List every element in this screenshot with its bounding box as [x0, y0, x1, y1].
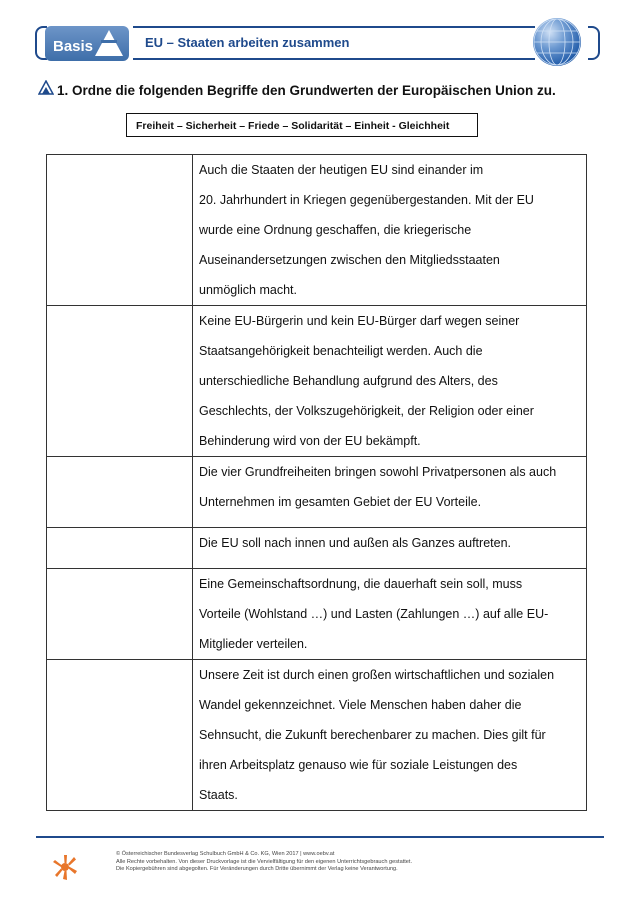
description-cell: [193, 528, 587, 569]
description-line: unmöglich macht.: [199, 283, 297, 297]
description-line: Behinderung wird von der EU bekämpft.: [199, 434, 421, 448]
description-line: unterschiedliche Behandlung aufgrund des Alters, des: [199, 374, 498, 388]
answer-cell[interactable]: [47, 457, 193, 528]
table-row: [47, 660, 587, 811]
values-table: [46, 154, 587, 811]
basis-logo-text: Basis: [53, 38, 94, 55]
footer-rights: Alle Rechte vorbehalten. Von dieser Druckvorlage ist die Vervielfältigung für den eigenen Unterrichtsgebrauch gestattet.: [116, 858, 413, 865]
footer-copyright: © Österreichischer Bundesverlag Schulbuch GmbH & Co. KG, Wien 2017 | www.oebv.at: [116, 851, 335, 857]
answer-cell[interactable]: [47, 155, 193, 306]
description-line: 20. Jahrhundert in Kriegen gegenübergestanden. Mit der EU: [199, 193, 534, 207]
header-bracket-right: [588, 26, 600, 60]
description-cell: [193, 155, 587, 306]
table-row: [47, 457, 587, 528]
triangle-level-icon: [38, 80, 54, 96]
description-cell: [193, 306, 587, 457]
description-line: Eine Gemeinschaftsordnung, die dauerhaft sein soll, muss: [199, 577, 523, 591]
description-line: Unternehmen im gesamten Gebiet der EU Vorteile.: [199, 495, 482, 509]
description-line: Staats.: [199, 788, 238, 802]
answer-cell[interactable]: [47, 528, 193, 569]
description-line: Die vier Grundfreiheiten bringen sowohl Privatpersonen als auch: [199, 465, 557, 479]
row-spacer: [199, 558, 582, 568]
table-row: [47, 528, 587, 569]
page-title: EU – Staaten arbeiten zusammen: [145, 35, 350, 50]
table-row: [47, 155, 587, 306]
header-rule-top: [133, 26, 535, 28]
description-line: Sehnsucht, die Zukunft berechenbarer zu machen. Dies gilt für: [199, 728, 546, 742]
oebv-logo-icon: [50, 852, 80, 882]
terms-box: Freiheit – Sicherheit – Friede – Solidarität – Einheit - Gleichheit: [126, 113, 478, 137]
basis-logo: [45, 26, 129, 61]
description-line: Vorteile (Wohlstand …) und Lasten (Zahlungen …) auf alle EU-: [199, 607, 549, 621]
header-rule-bottom: [133, 58, 535, 60]
description-cell: [193, 569, 587, 660]
description-line: wurde eine Ordnung geschaffen, die kriegerische: [199, 223, 472, 237]
description-line: Geschlechts, der Volkszugehörigkeit, der Religion oder einer: [199, 404, 534, 418]
footer-text: [116, 851, 412, 874]
description-line: Wandel gekennzeichnet. Viele Menschen haben daher die: [199, 698, 522, 712]
basis-triangle-bar: [101, 40, 117, 43]
description-line: Mitglieder verteilen.: [199, 637, 308, 651]
description-line: ihren Arbeitsplatz genauso wie für soziale Leistungen des: [199, 758, 518, 772]
row-spacer: [199, 517, 582, 527]
basis-triangle-icon: [95, 30, 123, 56]
description-line: Auch die Staaten der heutigen EU sind einander im: [199, 163, 484, 177]
footer-rule: [36, 836, 604, 838]
description-cell: [193, 457, 587, 528]
answer-cell[interactable]: [47, 306, 193, 457]
footer-disclaimer: Die Kopiergebühren sind abgegolten. Für Veränderungen durch Dritte übernimmt der Verlag keine Verantwortung.: [116, 866, 398, 872]
answer-cell[interactable]: [47, 660, 193, 811]
description-line: Staatsangehörigkeit benachteiligt werden. Auch die: [199, 344, 483, 358]
description-line: Unsere Zeit ist durch einen großen wirtschaftlichen und sozialen: [199, 668, 555, 682]
description-line: Die EU soll nach innen und außen als Ganzes auftreten.: [199, 536, 511, 550]
answer-cell[interactable]: [47, 569, 193, 660]
globe-icon: [533, 18, 581, 66]
table-row: [47, 306, 587, 457]
description-cell: [193, 660, 587, 811]
description-line: Keine EU-Bürgerin und kein EU-Bürger darf wegen seiner: [199, 314, 520, 328]
table-row: [47, 569, 587, 660]
description-line: Auseinandersetzungen zwischen den Mitgliedsstaaten: [199, 253, 500, 267]
task-heading: 1. Ordne die folgenden Begriffe den Grundwerten der Europäischen Union zu.: [57, 83, 556, 98]
